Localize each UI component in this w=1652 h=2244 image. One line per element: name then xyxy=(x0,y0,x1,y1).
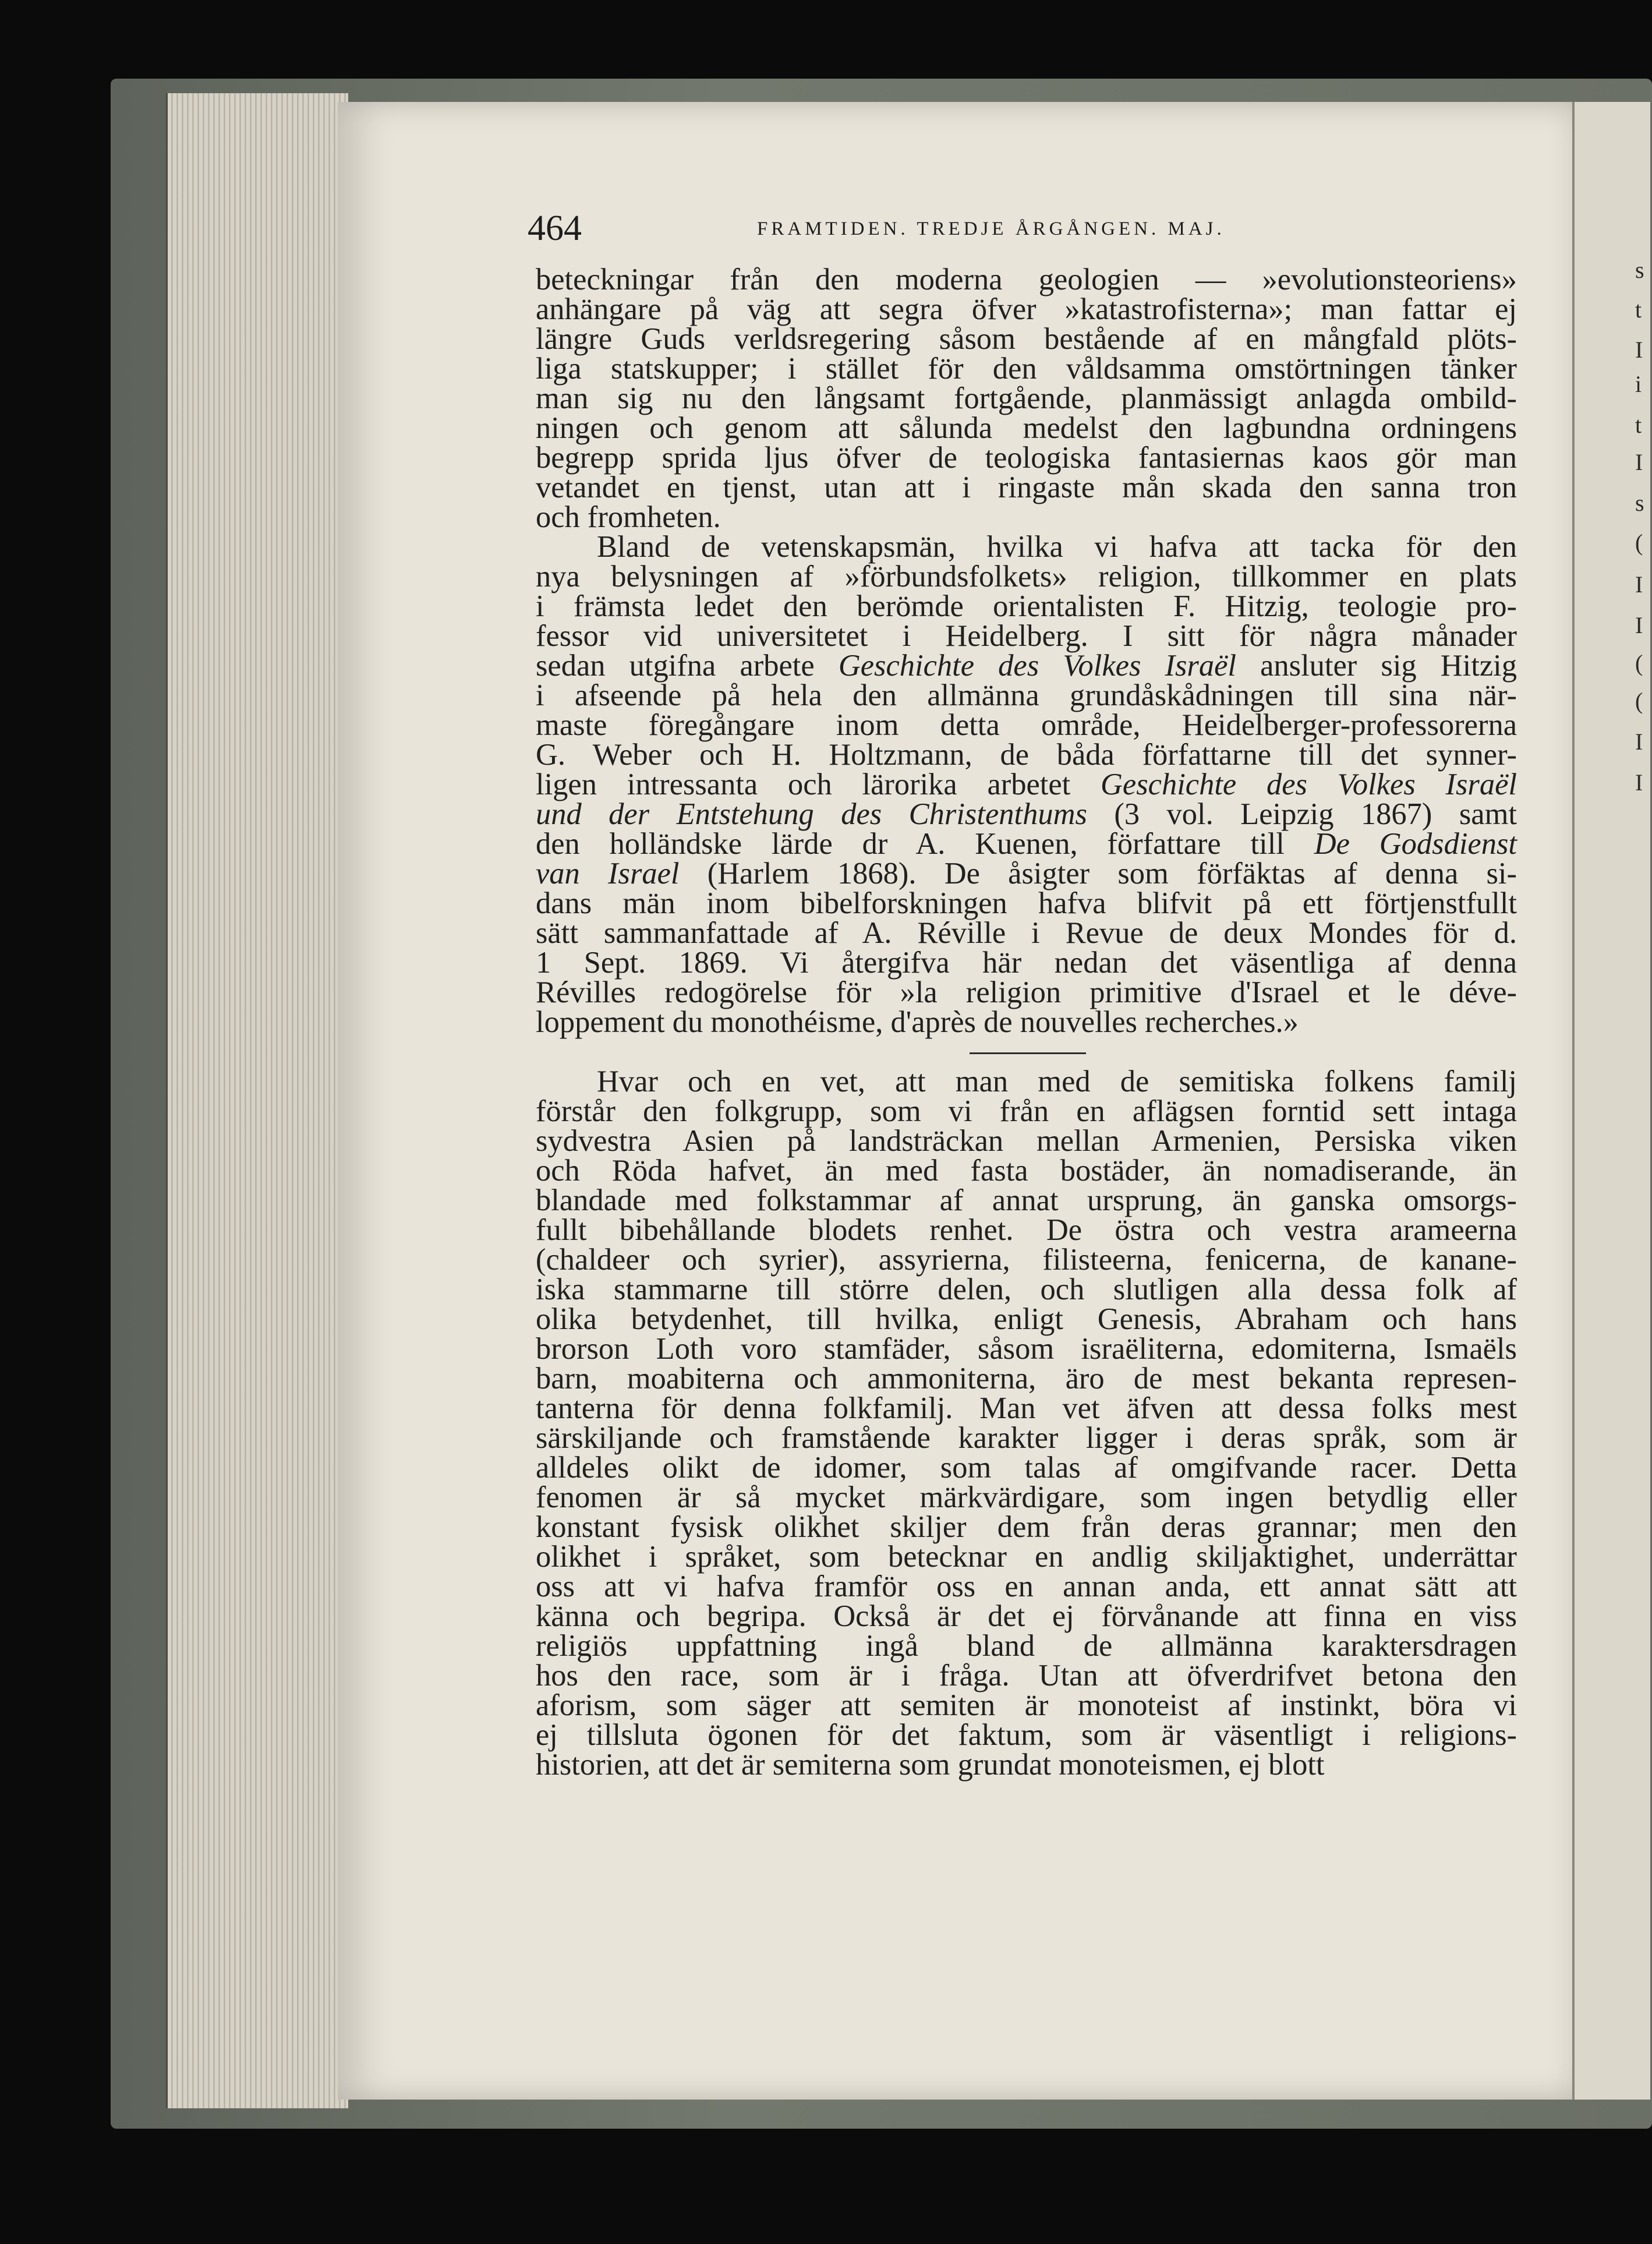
text-line: sydvestra Asien på landsträckan mellan Armenien, Persiska viken xyxy=(536,1124,1517,1158)
text-line: begrepp sprida ljus öfver de teologiska fantasiernas kaos gör man xyxy=(536,441,1517,475)
page-edges xyxy=(166,93,348,2108)
text-line: und der Entstehung des Christenthums (3 vol. Leipzig 1867) samt xyxy=(536,797,1517,831)
text-line: alldeles olikt de idomer, som talas af omgifvande racer. Detta xyxy=(536,1451,1517,1485)
text-line: fessor vid universitetet i Heidelberg. I sitt för några månader xyxy=(536,619,1517,653)
text-line: maste föregångare inom detta område, Heidelberger-professorerna xyxy=(536,708,1517,742)
text-line: förstår den folkgrupp, som vi från en aflägsen forntid sett intaga xyxy=(536,1094,1517,1128)
text-line: sätt sammanfattade af A. Réville i Revue de deux Mondes för d. xyxy=(536,916,1517,950)
text-line: ningen och genom att sålunda medelst den lagbundna ordningens xyxy=(536,411,1517,445)
facing-page-letter: I xyxy=(1635,769,1643,796)
facing-page-letter: I xyxy=(1635,729,1643,755)
facing-page-letter: I xyxy=(1635,337,1643,363)
text-line: sedan utgifna arbete Geschichte des Volkes Israël ansluter sig Hitzig xyxy=(536,649,1517,683)
facing-page-letter: ( xyxy=(1635,650,1643,676)
page-number: 464 xyxy=(528,209,582,248)
facing-page-letter: I xyxy=(1635,571,1643,598)
facing-page-letter: t xyxy=(1635,412,1642,438)
body-text xyxy=(536,265,1517,1780)
facing-page-letter: i xyxy=(1635,371,1642,397)
text-line: tanterna för denna folkfamilj. Man vet äfven att dessa folks mest xyxy=(536,1391,1517,1425)
text-line: ligen intressanta och lärorika arbetet Geschichte des Volkes Israël xyxy=(536,768,1517,801)
text-line: olikhet i språket, som betecknar en andlig skiljaktighet, underrättar xyxy=(536,1540,1517,1574)
facing-page-letter: t xyxy=(1635,296,1642,323)
italic-title: Geschichte des Volkes Israël xyxy=(838,649,1236,683)
italic-title: De Godsdienst xyxy=(1314,827,1517,861)
text-line: aforism, som säger att semiten är monoteist af instinkt, böra vi xyxy=(536,1688,1517,1722)
text-line: loppement du monothéisme, d'après de nouvelles recherches.» xyxy=(536,1005,1299,1039)
text-line: Révilles redogörelse för »la religion primitive d'Israel et le déve- xyxy=(536,976,1517,1009)
text-line: känna och begripa. Också är det ej förvånande att finna en viss xyxy=(536,1599,1517,1633)
text-line: barn, moabiterna och ammoniterna, äro de mest bekanta represen- xyxy=(536,1362,1517,1395)
text-line: fullt bibehållande blodets renhet. De östra och vestra arameerna xyxy=(536,1213,1517,1247)
text-line: historien, att det är semiterna som grundat monoteismen, ej blott xyxy=(536,1748,1325,1782)
text-line: man sig nu den långsamt fortgående, planmässigt anlagda ombild- xyxy=(536,381,1517,415)
text-line: längre Guds verldsregering såsom bestående af en mångfald plöts- xyxy=(536,322,1517,356)
facing-page-letter: I xyxy=(1635,612,1643,638)
text-line: dans män inom bibelforskningen hafva blifvit på ett förtjenstfullt xyxy=(536,886,1517,920)
text-line: konstant fysisk olikhet skiljer dem från deras grannar; men den xyxy=(536,1510,1517,1544)
section-divider xyxy=(536,1037,1517,1067)
text-line: blandade med folkstammar af annat ursprung, än ganska omsorgs- xyxy=(536,1183,1517,1217)
text-line: Hvar och en vet, att man med de semitiska folkens familj xyxy=(597,1065,1517,1098)
text-line: G. Weber och H. Holtzmann, de båda författarne till det synner- xyxy=(536,738,1517,772)
paragraph xyxy=(536,1067,1517,1780)
paragraph xyxy=(536,532,1517,1037)
italic-title: van Israel xyxy=(536,857,680,890)
facing-page-edge xyxy=(1572,102,1650,2100)
text-line: nya belysningen af »förbundsfolkets» religion, tillkommer en plats xyxy=(536,560,1517,593)
text-line: ej tillsluta ögonen för det faktum, som är väsentligt i religions- xyxy=(536,1718,1517,1752)
running-head: FRAMTIDEN. TREDJE ÅRGÅNGEN. MAJ. xyxy=(757,218,1225,239)
text-line: i främsta ledet den berömde orientalisten F. Hitzig, teologie pro- xyxy=(536,589,1517,623)
text-line: van Israel (Harlem 1868). De åsigter som förfäktas af denna si- xyxy=(536,857,1517,890)
italic-title: und der Entstehung des Christenthums xyxy=(536,797,1087,831)
facing-page-letter: s xyxy=(1635,257,1644,283)
text-line: 1 Sept. 1869. Vi återgifva här nedan det väsentliga af denna xyxy=(536,946,1517,980)
facing-page-letter: I xyxy=(1635,449,1643,475)
text-line: särskiljande och framstående karakter ligger i deras språk, som är xyxy=(536,1421,1517,1455)
text-line: Bland de vetenskapsmän, hvilka vi hafva att tacka för den xyxy=(597,530,1517,564)
paragraph xyxy=(536,265,1517,532)
text-line: den holländske lärde dr A. Kuenen, författare till De Godsdienst xyxy=(536,827,1517,861)
text-line: i afseende på hela den allmänna grundåskådningen till sina när- xyxy=(536,678,1517,712)
text-line: hos den race, som är i fråga. Utan att öfverdrifvet betona den xyxy=(536,1659,1517,1692)
italic-title: Geschichte des Volkes Israël xyxy=(1101,768,1517,801)
facing-page-letter: ( xyxy=(1635,688,1643,714)
text-line: fenomen är så mycket märkvärdigare, som ingen betydlig eller xyxy=(536,1480,1517,1514)
text-line: vetandet en tjenst, utan att i ringaste mån skada den sanna tron xyxy=(536,471,1517,504)
text-line: iska stammarne till större delen, och slutligen alla dessa folk af xyxy=(536,1273,1517,1306)
text-line: anhängare på väg att segra öfver »katastrofisterna»; man fattar ej xyxy=(536,292,1517,326)
text-line: och Röda hafvet, än med fasta bostäder, än nomadiserande, än xyxy=(536,1154,1517,1188)
text-line: och fromheten. xyxy=(536,500,721,534)
facing-page-letter: ( xyxy=(1635,529,1643,556)
text-line: religiös uppfattning ingå bland de allmänna karaktersdragen xyxy=(536,1629,1517,1663)
text-line: beteckningar från den moderna geologien — »evolutionsteoriens» xyxy=(536,263,1517,296)
text-line: olika betydenhet, till hvilka, enligt Genesis, Abraham och hans xyxy=(536,1302,1517,1336)
text-line: oss att vi hafva framför oss en annan anda, ett annat sätt att xyxy=(536,1570,1517,1603)
page-header xyxy=(0,208,1652,255)
text-line: (chaldeer och syrier), assyrierna, filisteerna, fenicerna, de kananе- xyxy=(536,1243,1517,1277)
text-line: brorson Loth voro stamfäder, såsom israëliterna, edomiterna, Ismaëls xyxy=(536,1332,1517,1366)
facing-page-letter: s xyxy=(1635,490,1644,516)
text-line: liga statskupper; i stället för den våldsamma omstörtningen tänker xyxy=(536,352,1517,386)
